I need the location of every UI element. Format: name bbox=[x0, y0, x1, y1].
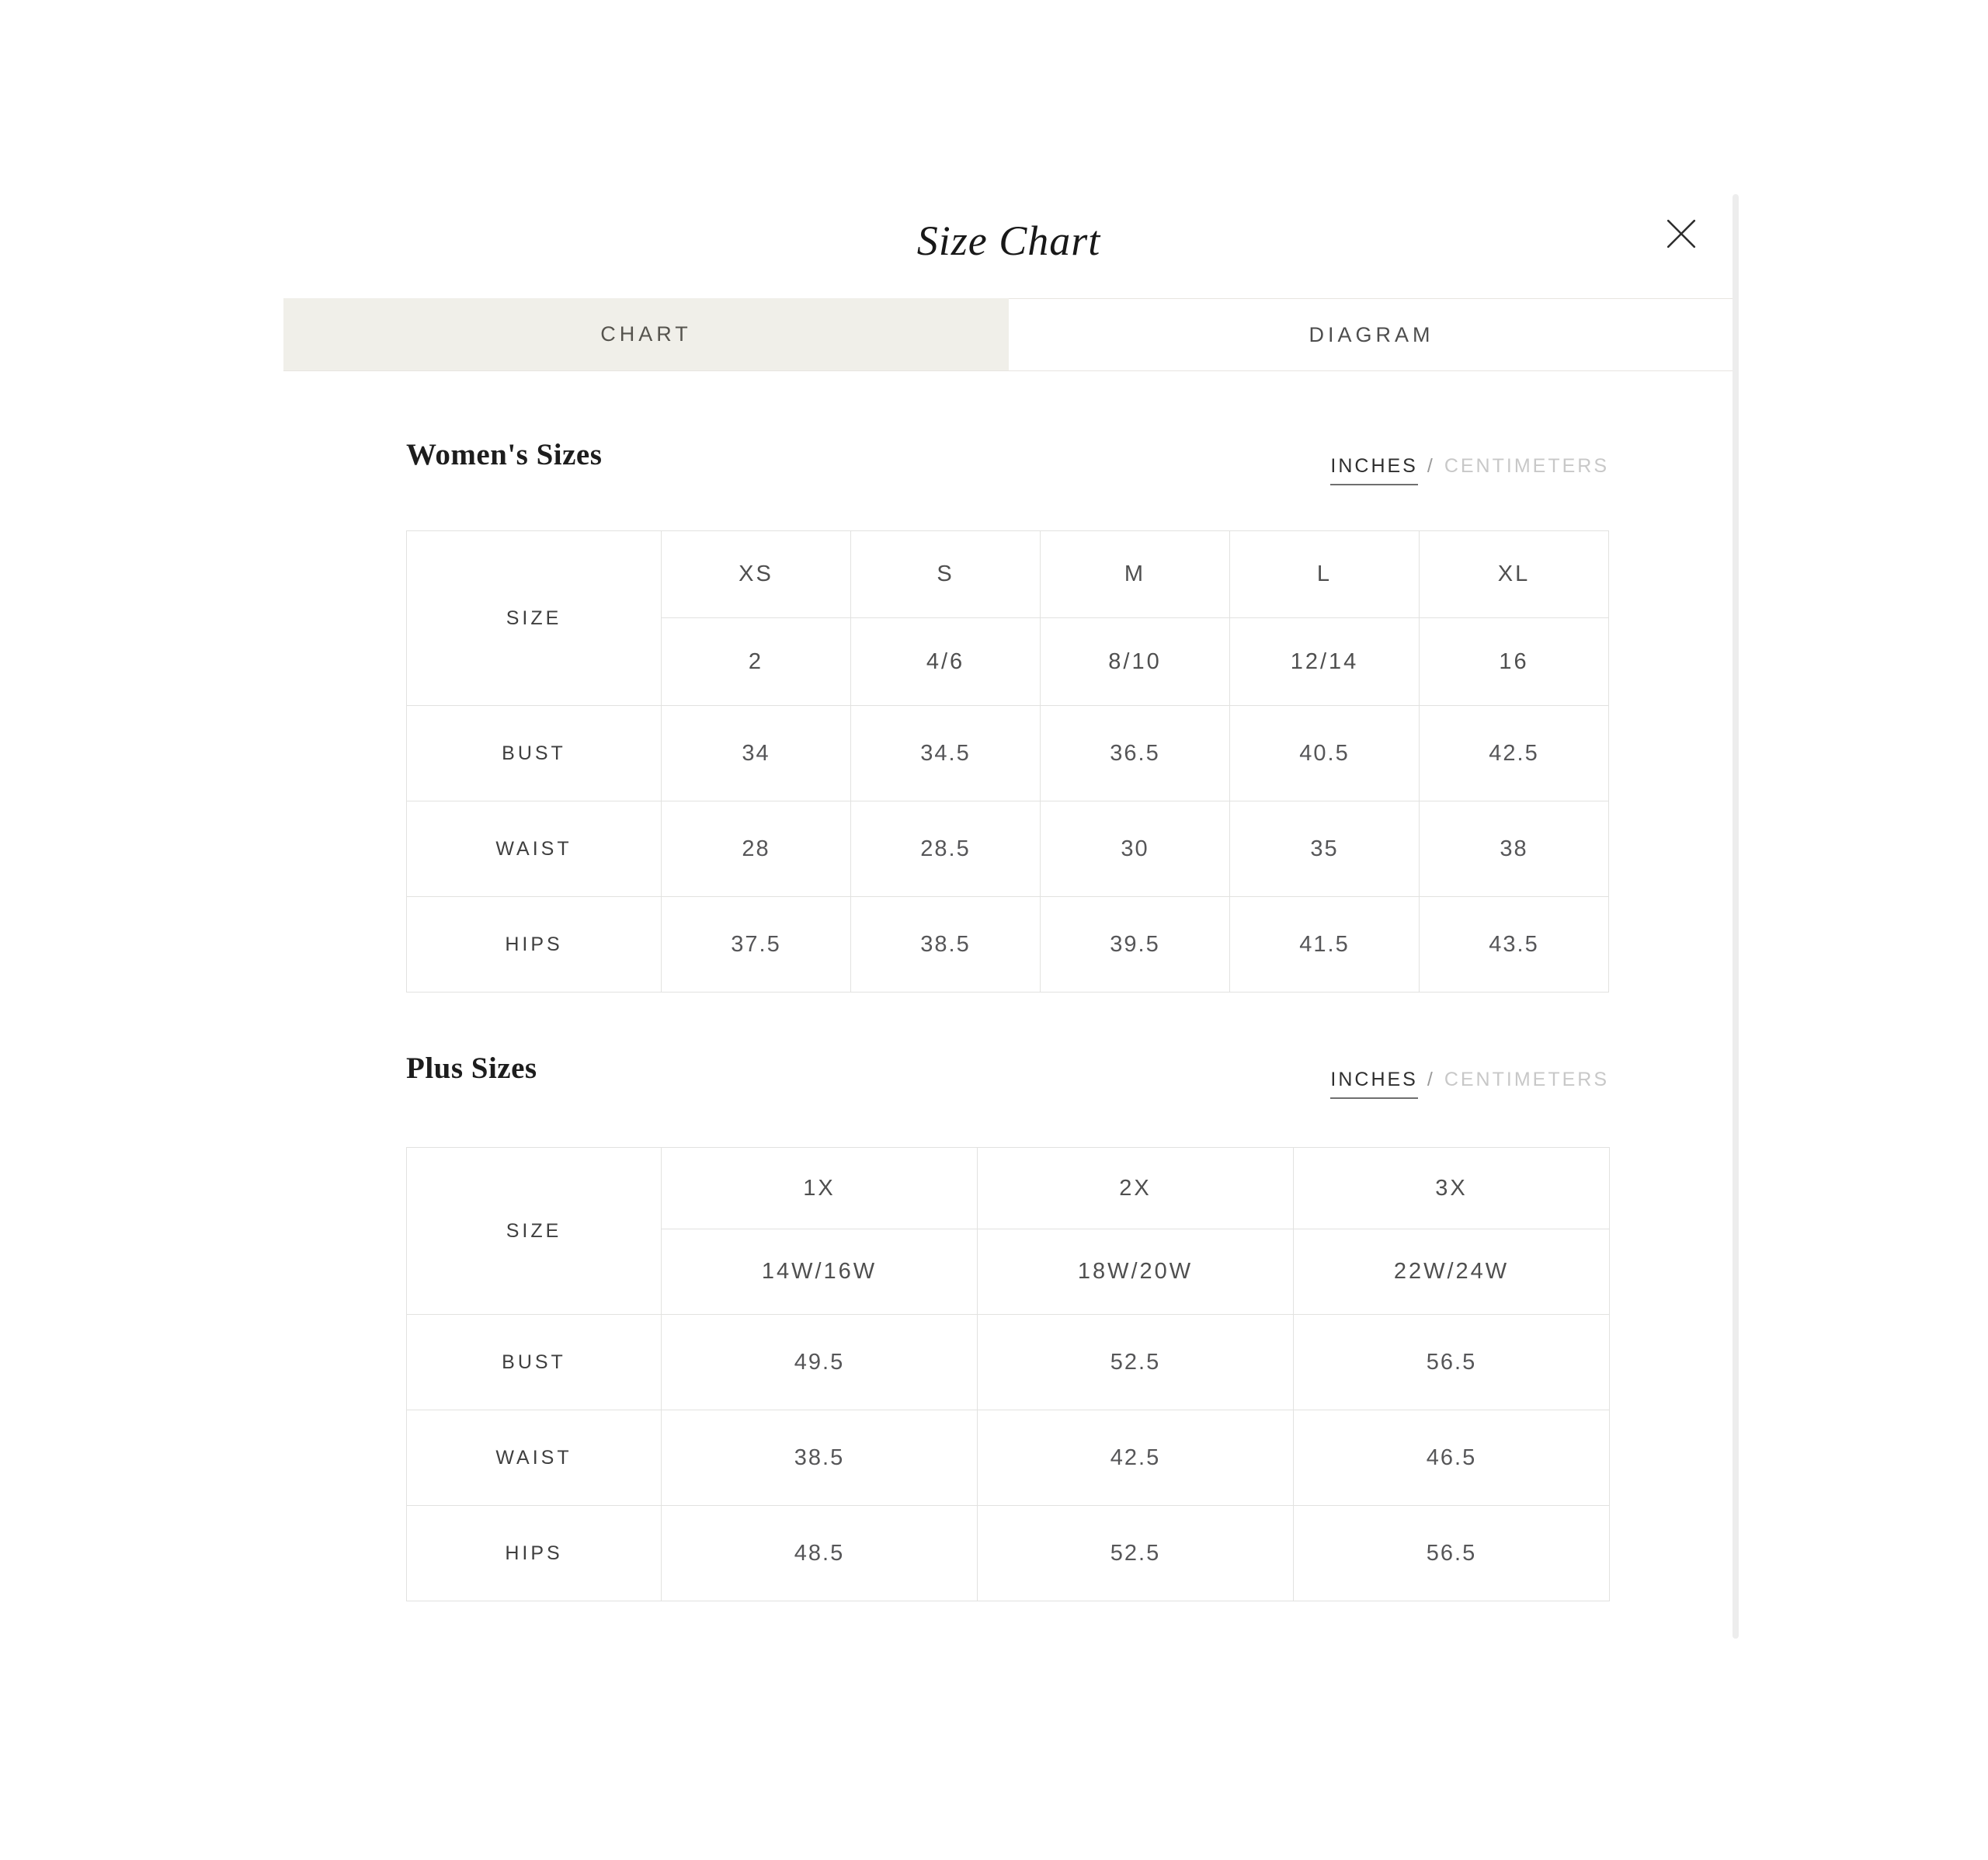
measurement-cell: 40.5 bbox=[1230, 706, 1420, 801]
measurement-cell: 46.5 bbox=[1294, 1410, 1610, 1506]
measurement-cell: 48.5 bbox=[662, 1506, 978, 1601]
womens-sizes-heading: Women's Sizes bbox=[406, 438, 603, 471]
measurement-cell: 36.5 bbox=[1041, 706, 1230, 801]
measurement-cell: 52.5 bbox=[978, 1506, 1294, 1601]
plus-size-table bbox=[406, 1147, 1610, 1601]
measurement-cell: 38.5 bbox=[851, 897, 1041, 993]
size-name-cell: 2X bbox=[978, 1148, 1294, 1229]
size-number-cell: 4/6 bbox=[851, 618, 1041, 706]
modal-title: Size Chart bbox=[916, 217, 1101, 264]
measurement-cell: 38.5 bbox=[662, 1410, 978, 1506]
tab-diagram[interactable] bbox=[1009, 298, 1734, 370]
tab-bar bbox=[283, 298, 1734, 371]
size-name-cell: XL bbox=[1420, 531, 1609, 618]
row-label: BUST bbox=[407, 706, 662, 801]
measurement-cell: 56.5 bbox=[1294, 1506, 1610, 1601]
measurement-cell: 38 bbox=[1420, 801, 1609, 897]
table-row bbox=[407, 897, 1609, 993]
size-number-cell: 8/10 bbox=[1041, 618, 1230, 706]
size-name-cell: XS bbox=[662, 531, 851, 618]
size-name-cell: 3X bbox=[1294, 1148, 1610, 1229]
row-label: WAIST bbox=[407, 1410, 662, 1506]
close-button[interactable] bbox=[1656, 208, 1707, 259]
size-number-cell: 2 bbox=[662, 618, 851, 706]
size-number-cell: 12/14 bbox=[1230, 618, 1420, 706]
centimeters-link[interactable]: CENTIMETERS bbox=[1444, 1069, 1609, 1090]
unit-separator: / bbox=[1427, 455, 1435, 477]
plus-sizes-heading: Plus Sizes bbox=[406, 1052, 537, 1085]
size-number-cell: 14W/16W bbox=[662, 1229, 978, 1315]
centimeters-link[interactable]: CENTIMETERS bbox=[1444, 455, 1609, 477]
tab-chart[interactable] bbox=[283, 298, 1009, 370]
measurement-cell: 42.5 bbox=[978, 1410, 1294, 1506]
measurement-cell: 28.5 bbox=[851, 801, 1041, 897]
tab-diagram-label: DIAGRAM bbox=[1309, 322, 1434, 346]
size-number-cell: 16 bbox=[1420, 618, 1609, 706]
row-label: WAIST bbox=[407, 801, 662, 897]
size-name-cell: L bbox=[1230, 531, 1420, 618]
measurement-cell: 28 bbox=[662, 801, 851, 897]
table-row bbox=[407, 1315, 1610, 1410]
size-number-cell: 18W/20W bbox=[978, 1229, 1294, 1315]
measurement-cell: 30 bbox=[1041, 801, 1230, 897]
measurement-cell: 34.5 bbox=[851, 706, 1041, 801]
measurement-cell: 35 bbox=[1230, 801, 1420, 897]
row-label: BUST bbox=[407, 1315, 662, 1410]
measurement-cell: 52.5 bbox=[978, 1315, 1294, 1410]
size-row-label: SIZE bbox=[407, 1148, 662, 1315]
inches-link[interactable]: INCHES bbox=[1330, 455, 1417, 485]
size-row-label: SIZE bbox=[407, 531, 662, 706]
unit-separator: / bbox=[1427, 1069, 1435, 1090]
size-name-cell: 1X bbox=[662, 1148, 978, 1229]
measurement-cell: 41.5 bbox=[1230, 897, 1420, 993]
womens-size-table bbox=[406, 530, 1609, 993]
measurement-cell: 37.5 bbox=[662, 897, 851, 993]
measurement-cell: 56.5 bbox=[1294, 1315, 1610, 1410]
womens-unit-toggle bbox=[1330, 455, 1609, 478]
table-row bbox=[407, 1410, 1610, 1506]
measurement-cell: 34 bbox=[662, 706, 851, 801]
row-label: HIPS bbox=[407, 897, 662, 993]
plus-unit-toggle bbox=[1330, 1069, 1609, 1091]
table-row bbox=[407, 706, 1609, 801]
size-name-cell: S bbox=[851, 531, 1041, 618]
table-row bbox=[407, 801, 1609, 897]
size-name-cell: M bbox=[1041, 531, 1230, 618]
row-label: HIPS bbox=[407, 1506, 662, 1601]
modal-scrollbar[interactable] bbox=[1733, 194, 1739, 1639]
measurement-cell: 43.5 bbox=[1420, 897, 1609, 993]
tab-chart-label: CHART bbox=[600, 322, 692, 346]
measurement-cell: 49.5 bbox=[662, 1315, 978, 1410]
table-row bbox=[407, 1506, 1610, 1601]
close-icon bbox=[1665, 217, 1698, 250]
measurement-cell: 42.5 bbox=[1420, 706, 1609, 801]
size-number-cell: 22W/24W bbox=[1294, 1229, 1610, 1315]
measurement-cell: 39.5 bbox=[1041, 897, 1230, 993]
inches-link[interactable]: INCHES bbox=[1330, 1069, 1417, 1099]
